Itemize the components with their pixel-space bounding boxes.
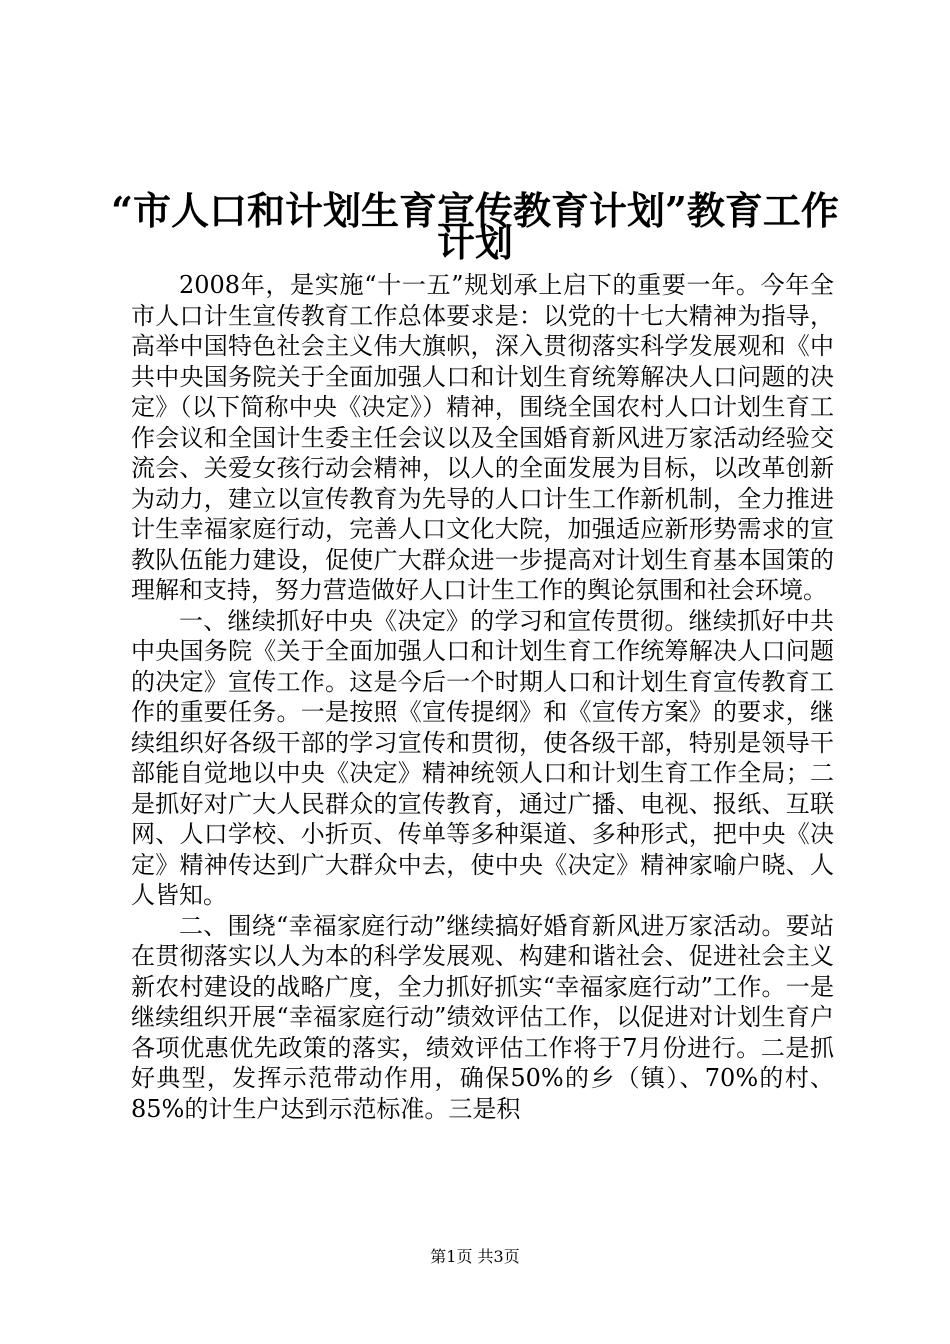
paragraph-section-1: 一、继续抓好中央《决定》的学习和宣传贯彻。继续抓好中共中央国务院《关于全面加强人口和计划生育工作统筹解决人口问题的决定》宣传工作。这是今后一个时期人口和计划生育宣传教育工作的重要任务。一是按照《宣传提纲》和《宣传方案》的要求，继续组织好各级干部的学习宣传和贯彻，使各级干部，特别是领导干部能自觉地以中央《决定》精神统领人口和计划生育工作全局；二是抓好对广大人民群众的宣传教育，通过广播、电视、报纸、互联网、人口学校、小折页、传单等多种渠道、多种形式，把中央《决定》精神传达到广大群众中去，使中央《决定》精神家喻户晓、人人皆知。	[131, 606, 834, 909]
document-body	[131, 270, 834, 1124]
paragraph-intro: 2008年，是实施“十一五”规划承上启下的重要一年。今年全市人口计生宣传教育工作总体要求是：以党的十七大精神为指导，高举中国特色社会主义伟大旗帜，深入贯彻落实科学发展观和《中共中央国务院关于全面加强人口和计划生育统筹解决人口问题的决定》（以下简称中央《决定》）精神，围绕全国农村人口计划生育工作会议和全国计生委主任会议以及全国婚育新风进万家活动经验交流会、关爱女孩行动会精神，以人的全面发展为目标，以改革创新为动力，建立以宣传教育为先导的人口计生工作新机制，全力推进计生幸福家庭行动，完善人口文化大院，加强适应新形势需求的宣教队伍能力建设，促使广大群众进一步提高对计划生育基本国策的理解和支持，努力营造做好人口计生工作的舆论氛围和社会环境。	[131, 271, 834, 604]
document-title-line-2: 计划	[436, 220, 513, 265]
page-footer: 第1页 共3页	[430, 1247, 520, 1266]
document-title-line-1: “市人口和计划生育宣传教育计划”教育工作	[111, 188, 839, 233]
paragraph-section-2: 二、围绕“幸福家庭行动”继续搞好婚育新风进万家活动。要站在贯彻落实以人为本的科学发展观、构建和谐社会、促进社会主义新农村建设的战略广度，全力抓好抓实“幸福家庭行动”工作。一是继续组织开展“幸福家庭行动”绩效评估工作，以促进对计划生育户各项优惠优先政策的落实，绩效评估工作将于7月份进行。二是抓好典型，发挥示范带动作用，确保50%的乡（镇）、70%的村、85%的计生户达到示范标准。三是积	[131, 911, 834, 1123]
